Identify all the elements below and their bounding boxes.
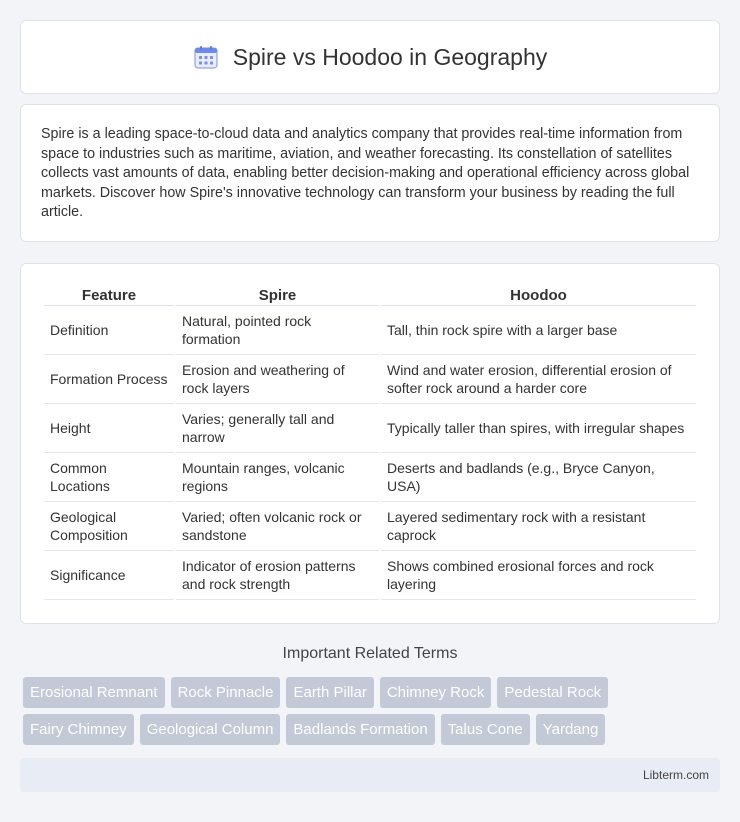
table-row	[44, 355, 696, 404]
tag-geological-column[interactable]: Geological Column	[140, 714, 281, 745]
tag-row	[23, 677, 723, 708]
table-header-row	[44, 284, 696, 306]
cell-spire: Varies; generally tall and narrow	[176, 404, 379, 453]
cell-spire: Erosion and weathering of rock layers	[176, 355, 379, 404]
intro-card	[20, 104, 720, 242]
title-card	[20, 20, 720, 94]
tag-talus-cone[interactable]: Talus Cone	[441, 714, 530, 745]
cell-feature: Formation Process	[44, 355, 174, 404]
header-spire: Spire	[176, 284, 379, 306]
cell-hoodoo: Deserts and badlands (e.g., Bryce Canyon, USA)	[381, 453, 696, 502]
table-row	[44, 502, 696, 551]
cell-hoodoo: Shows combined erosional forces and rock layering	[381, 551, 696, 600]
tag-pedestal-rock[interactable]: Pedestal Rock	[497, 677, 608, 708]
tag-fairy-chimney[interactable]: Fairy Chimney	[23, 714, 134, 745]
tag-row	[23, 714, 723, 745]
table-row	[44, 404, 696, 453]
cell-spire: Indicator of erosion patterns and rock strength	[176, 551, 379, 600]
table-row	[44, 551, 696, 600]
cell-hoodoo: Layered sedimentary rock with a resistant caprock	[381, 502, 696, 551]
cell-spire: Varied; often volcanic rock or sandstone	[176, 502, 379, 551]
related-terms-list	[23, 677, 723, 751]
comparison-table	[42, 284, 698, 600]
comparison-card	[20, 263, 720, 624]
tag-badlands-formation[interactable]: Badlands Formation	[286, 714, 434, 745]
tag-rock-pinnacle[interactable]: Rock Pinnacle	[171, 677, 281, 708]
title-wrap	[193, 44, 548, 71]
tag-yardang[interactable]: Yardang	[536, 714, 606, 745]
header-hoodoo: Hoodoo	[381, 284, 696, 306]
cell-spire: Mountain ranges, volcanic regions	[176, 453, 379, 502]
cell-feature: Geological Composition	[44, 502, 174, 551]
page-title: Spire vs Hoodoo in Geography	[232, 43, 548, 70]
cell-feature: Definition	[44, 306, 174, 355]
footer	[20, 758, 720, 792]
cell-feature: Significance	[44, 551, 174, 600]
tag-erosional-remnant[interactable]: Erosional Remnant	[23, 677, 165, 708]
footer-brand-link[interactable]: Libterm.com	[642, 768, 709, 782]
cell-hoodoo: Tall, thin rock spire with a larger base	[381, 306, 696, 355]
cell-spire: Natural, pointed rock formation	[176, 306, 379, 355]
tag-chimney-rock[interactable]: Chimney Rock	[380, 677, 492, 708]
table-row	[44, 306, 696, 355]
table-row	[44, 453, 696, 502]
cell-hoodoo: Typically taller than spires, with irregular shapes	[381, 404, 696, 453]
tag-earth-pillar[interactable]: Earth Pillar	[286, 677, 373, 708]
intro-paragraph: Spire is a leading space-to-cloud data and analytics company that provides real-time information from space to industries such as maritime, aviation, and weather forecasting. Its constellation of satellites collects vast amounts of data, enabling better decision-making and operational efficiency across global markets. Discover how Spire's innovative technology can transform your business by reading the full article.	[41, 126, 690, 221]
cell-hoodoo: Wind and water erosion, differential erosion of softer rock around a harder core	[381, 355, 696, 404]
cell-feature: Height	[44, 404, 174, 453]
cell-feature: Common Locations	[44, 453, 174, 502]
related-terms-heading: Important Related Terms	[282, 645, 458, 662]
calendar-grid-icon	[193, 44, 219, 70]
header-feature: Feature	[44, 284, 174, 306]
